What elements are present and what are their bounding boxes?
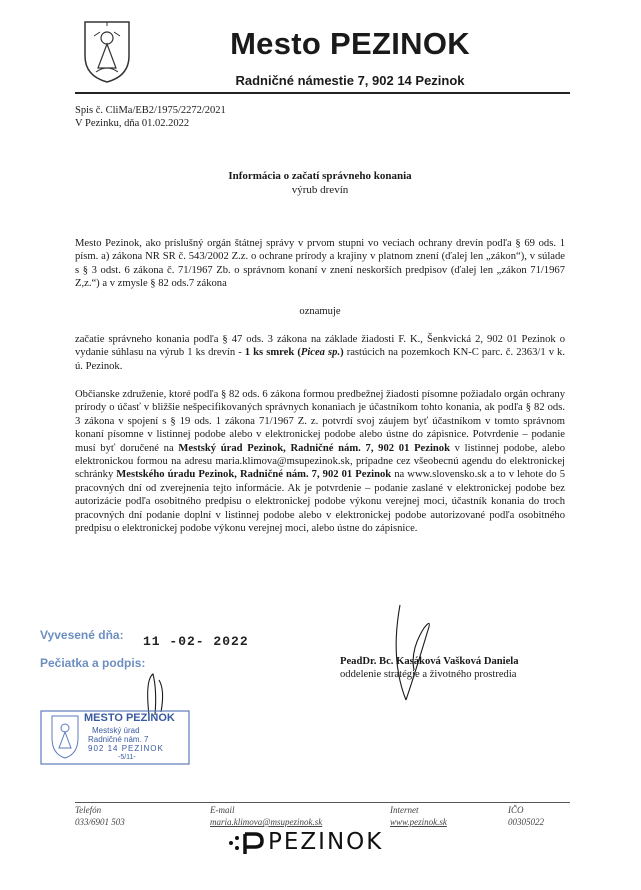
place-date: V Pezinku, dňa 01.02.2022 (75, 118, 190, 129)
p3-text-a: Občianske združenie, ktoré podľa § 82 ods. 6 zákona formou predbežnej žiadosti písomne požiadalo orgán ochrany prírody o účasť v bližšie nešpecifikovaných správnych konaniach je účastníkom tohto konania, ak podľa § 82 ods. 3 zákona v spojení s § 19 ods. 1 zákona 71/1967 Z. z. potvrdí svoj záujem byť účastníkom v tomto správnom konaní písomne v listinnej podobe alebo v elektronickej podobe alebo ústne do zápisnice. Potvrdenie – podanie musí byť doručené na (75, 389, 565, 454)
paragraph-intro: Mesto Pezinok, ako príslušný orgán štátnej správy v prvom stupni vo veciach ochrany drevín podľa § 69 ods. 1 písm. a) zákona NR SR č. 543/2002 Z.z. o ochrane prírody a krajiny v platnom znení (ďalej len „zákon“), v súlade s § 3 odst. 6 zákona č. 71/1967 Zb. o správnom konaní v znení neskorších predpisov (ďalej len „zákon 71/1967 Z,z.“) a v zmysle § 82 ods.7 zákona (75, 238, 565, 290)
posted-date-stamp: 11 -02- 2022 (143, 634, 249, 649)
document-meta (75, 104, 226, 130)
footer-ico-label: IČO (508, 805, 524, 815)
document-subtitle: výrub drevín (291, 184, 349, 196)
footer-logo-text: PEZINOK (268, 829, 384, 855)
footer-phone (75, 804, 125, 828)
footer-ico (508, 804, 544, 828)
footer-web-value[interactable]: www.pezinok.sk (390, 817, 447, 827)
p2-text: začatie správneho konania podľa § 47 ods. 3 zákona na základe žiadosti F. K., Šenkvická 2, 902 01 Pezinok o vydanie súhlasu na výrub 1 ks drevín - (75, 334, 565, 359)
footer-ico-value: 00305022 (508, 817, 544, 827)
stamp-line-2: Mestský úrad (92, 726, 140, 735)
signatory-department: oddelenie stratégie a životného prostredia (340, 669, 517, 680)
file-reference: Spis č. CliMa/EB2/1975/2272/2021 (75, 105, 226, 116)
town-name-heading: Mesto PEZINOK (230, 26, 470, 61)
p3-text-g: na www.slovensko.sk a to v lehote do 5 pracovných dní od zverejnenia tejto informácie. Ak je potvrdenie – podanie zaslané v elektronickej podobe bez autorizácie podľa osobitného predpisu o elektronickej podobe výkonu verejnej moci, účastník konania do troch pracovných dní podanie doplní v listinnej podobe alebo v elektronickej podobe autorizované podľa osobitného predpisu o elektronickej podobe výkonu verejnej moci, alebo ústne do zápisnice. (75, 469, 565, 535)
announces-word: oznamuje (299, 306, 341, 317)
p3-office-address: Mestský úrad Pezinok, Radničné nám. 7, 902 01 Pezinok (178, 442, 450, 454)
footer-email-value[interactable]: maria.klimova@msupezinok.sk (210, 817, 323, 827)
p3-office-eschranka: Mestského úradu Pezinok, Radničné nám. 7, 902 01 Pezinok (116, 469, 392, 481)
email-link[interactable]: maria.klimova@msupezinok.sk (215, 456, 350, 468)
p3-text-e: , prípadne cez všeobecnú agendu do elektronickej schránky (75, 456, 565, 481)
footer-phone-label: Telefón (75, 805, 102, 815)
p3-text-c: v listinnej podobe, alebo elektronickou formou na adresu (75, 442, 565, 468)
footer-email-label: E-mail (210, 805, 235, 815)
stamp-sign-label: Pečiatka a podpis: (40, 656, 146, 670)
stamp-line-1: MESTO PEZINOK (84, 712, 175, 724)
footer-web-label: Internet (390, 805, 419, 815)
p2-close: ) (340, 347, 344, 359)
header-divider (75, 92, 570, 94)
p2-species: Picea sp. (300, 347, 341, 359)
stamp-line-4: 902 14 PEZINOK (88, 744, 164, 753)
stamp-line-3: Radničné nám. 7 (88, 735, 149, 744)
footer-email (210, 804, 322, 828)
footer-web (390, 804, 447, 828)
stamp-line-5: -5/11- (118, 754, 136, 761)
footer-phone-value: 033/6901 503 (75, 817, 125, 827)
p2-tree: 1 ks smrek ( (244, 347, 301, 359)
signature-scribble (330, 600, 450, 710)
p2-location: rastúcich na pozemkoch KN-C parc. č. 2363/1 v k. ú. Pezinok. (75, 347, 565, 372)
town-crest-logo (82, 18, 132, 84)
posted-label: Vyvesené dňa: (40, 628, 124, 642)
town-address: Radničné námestie 7, 902 14 Pezinok (235, 73, 465, 88)
paragraph-proceedings (75, 333, 565, 373)
signatory-name: PeadDr. Bc. Kasáková Vašková Daniela (340, 656, 519, 667)
paragraph-association (75, 388, 565, 535)
document-title: Informácia o začatí správneho konania (228, 170, 412, 182)
footer-divider (75, 802, 570, 803)
